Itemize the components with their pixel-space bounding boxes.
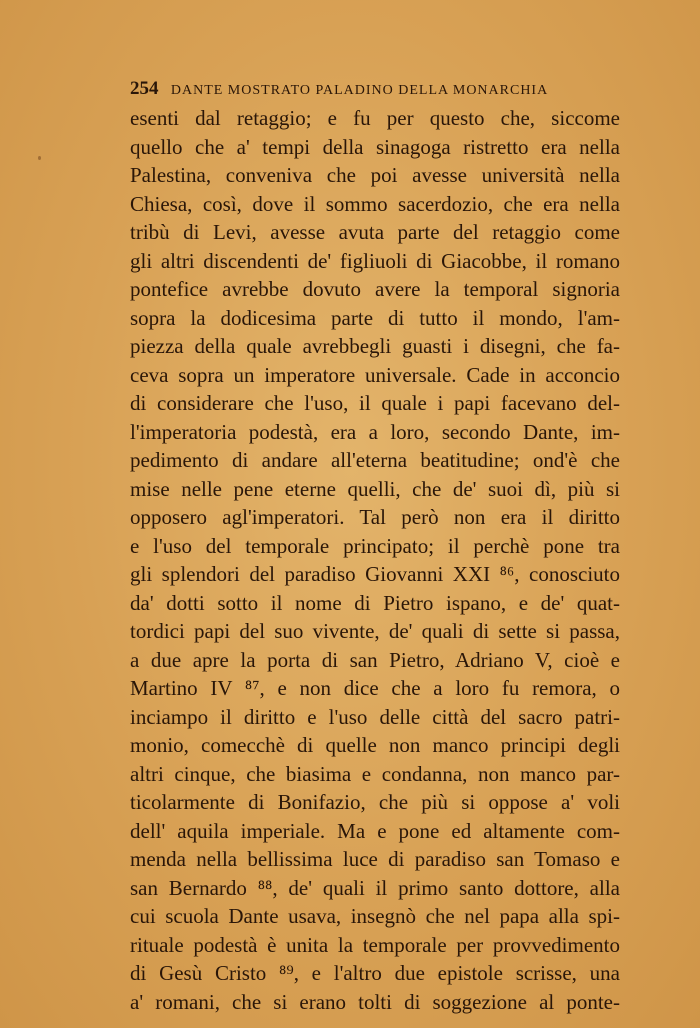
- text-line: altri cinque, che biasima e condanna, non manco par-: [130, 761, 620, 786]
- text-line: di considerare che l'uso, il quale i papi facevano del-: [130, 391, 620, 415]
- running-head: [130, 78, 630, 100]
- text-line: opposero agl'imperatori. Tal però non era il diritto: [130, 505, 620, 529]
- text-line: monio, comecchè di quelle non manco principi degli: [130, 733, 620, 757]
- text-line: ticolarmente di Bonifazio, che più si oppose a' voli: [130, 790, 620, 814]
- text-line: ceva sopra un imperatore universale. Cade in acconcio: [130, 362, 620, 387]
- text-line: san Bernardo ⁸⁸, de' quali il primo santo dottore, alla: [130, 875, 620, 900]
- text-line: dell' aquila imperiale. Ma e pone ed altamente com-: [130, 818, 620, 843]
- text-line: rituale podestà è unita la temporale per provvedimento: [130, 932, 620, 957]
- text-line: cui scuola Dante usava, insegnò che nel papa alla spi-: [130, 904, 620, 928]
- text-line: pedimento di andare all'eterna beatitudine; ond'è che: [130, 448, 620, 472]
- text-line: tordici papi del suo vivente, de' quali di sette si passa,: [130, 619, 620, 643]
- text-line: pontefice avrebbe dovuto avere la temporal signoria: [130, 277, 620, 301]
- text-line: mise nelle pene eterne quelli, che de' suoi dì, più si: [130, 476, 620, 501]
- text-line: a due apre la porta di san Pietro, Adriano V, cioè e: [130, 647, 620, 672]
- text-line: Palestina, conveniva che poi avesse università nella: [130, 163, 620, 187]
- text-line: gli altri discendenti de' figliuoli di Giacobbe, il romano: [130, 248, 620, 273]
- text-line: tribù di Levi, avesse avuta parte del retaggio come: [130, 220, 620, 244]
- text-line: gli splendori del paradiso Giovanni XXI ⁸⁶, conosciuto: [130, 562, 620, 586]
- paper-fleck: [38, 156, 41, 160]
- text-line: l'imperatoria podestà, era a loro, secondo Dante, im-: [130, 419, 620, 444]
- text-line: quello che a' tempi della sinagoga ristretto era nella: [130, 134, 620, 159]
- text-line: a' romani, che si erano tolti di soggezione al ponte-: [130, 989, 620, 1014]
- text-line: esenti dal retaggio; e fu per questo che, siccome: [130, 106, 620, 130]
- running-title: DANTE MOSTRATO PALADINO DELLA MONARCHIA: [170, 83, 549, 98]
- text-line: menda nella bellissima luce di paradiso san Tomaso e: [130, 847, 620, 871]
- text-line: e l'uso del temporale principato; il perchè pone tra: [130, 533, 620, 558]
- text-line: sopra la dodicesima parte di tutto il mondo, l'am-: [130, 305, 620, 330]
- text-line: da' dotti sotto il nome di Pietro ispano, e de' quat-: [130, 590, 620, 615]
- text-line: piezza della quale avrebbegli guasti i disegni, che fa-: [130, 334, 620, 358]
- text-line: Martino IV ⁸⁷, e non dice che a loro fu remora, o: [130, 676, 620, 700]
- text-line: inciampo il diritto e l'uso delle città del sacro patri-: [130, 704, 620, 729]
- text-line: Chiesa, così, dove il sommo sacerdozio, che era nella: [130, 191, 620, 216]
- page-number: 254: [130, 78, 159, 99]
- body-text: [130, 104, 620, 1016]
- text-line: di Gesù Cristo ⁸⁹, e l'altro due epistole scrisse, una: [130, 961, 620, 985]
